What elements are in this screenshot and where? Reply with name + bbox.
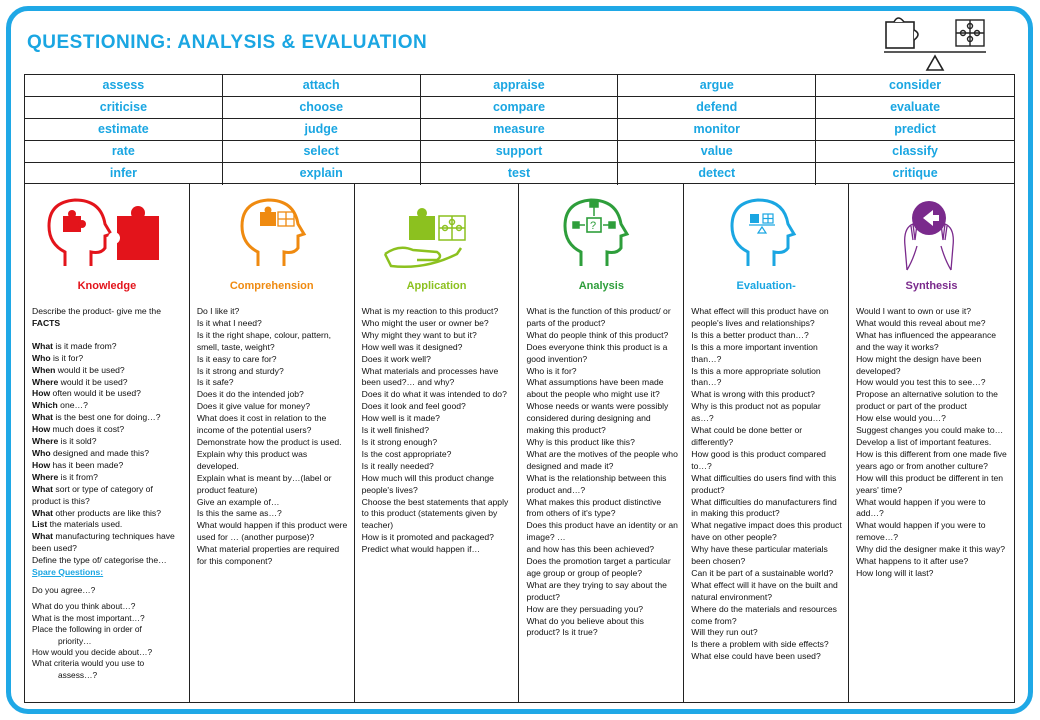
level-analysis <box>519 184 684 702</box>
question-item: What difficulties do users find with this product? <box>691 472 837 495</box>
level-evaluation <box>684 184 849 702</box>
head-puzzle-icon <box>35 194 180 274</box>
head-question-icon <box>529 194 674 274</box>
verb-cell: predict <box>894 122 936 136</box>
question-item: What do people think of this product? <box>526 329 669 340</box>
question-item: What would happen if you were to remove…? <box>856 520 986 543</box>
verb-cell: evaluate <box>890 100 941 114</box>
verb-cell: assess <box>25 75 223 96</box>
question-item: Is it really needed? <box>361 460 434 471</box>
verb-row <box>25 75 1014 97</box>
svg-text:?: ? <box>590 220 597 232</box>
level-title: Synthesis <box>905 280 958 292</box>
question-item: Is it what I need? <box>196 317 262 328</box>
question-item: When would it be used? <box>32 364 125 375</box>
question-item: Is this the same as…? <box>196 508 282 519</box>
question-item: What manufacturing techniques have been used? <box>32 531 175 554</box>
question-item: What would happen if this product were used for … (another purpose)? <box>196 520 348 543</box>
question-item: Would I want to own or use it? <box>856 306 972 316</box>
hands-arrow-icon <box>859 194 1004 274</box>
question-item: Is this a more appropriate solution than…? <box>691 365 821 388</box>
spare-question-item: Place the following in order of <box>32 624 142 635</box>
spare-question-item: Do you agree…? <box>32 584 96 595</box>
question-item: How would you test this to see…? <box>856 377 986 388</box>
question-item: Where do the materials and resources come from? <box>691 603 837 626</box>
question-item: What do you believe about this product? Is it true? <box>526 615 644 638</box>
question-item: What else could have been used? <box>691 651 821 662</box>
levels-grid <box>24 183 1015 703</box>
question-item: How long will it last? <box>856 567 934 578</box>
question-item: List the materials used. <box>32 519 123 530</box>
question-item: Can it be part of a sustainable world? <box>691 567 834 578</box>
question-item: How often would it be used? <box>32 388 141 399</box>
question-item: Why is this product not as popular as…? <box>691 401 821 424</box>
verb-cell: support <box>421 141 619 162</box>
verb-cell: measure <box>421 119 619 140</box>
question-item: How good is this product compared to…? <box>691 448 826 471</box>
verb-row <box>25 97 1014 119</box>
spare-question-item: How would you decide about…? <box>32 646 153 657</box>
question-item: How has it been made? <box>32 459 124 470</box>
head-puzzle-orange-icon <box>200 194 345 274</box>
question-item: Define the type of/ categorise the… <box>32 555 167 566</box>
question-item: How much does it cost? <box>32 424 125 435</box>
question-item: What difficulties do manufacturers find in making this product? <box>691 496 837 519</box>
verb-cell: attach <box>223 75 421 96</box>
verb-cell: argue <box>618 75 816 96</box>
question-list <box>32 306 184 681</box>
question-item: What sort or type of category of product is this? <box>32 483 153 506</box>
question-item: Who is it for? <box>32 352 84 363</box>
question-item: What would happen if you were to add…? <box>856 496 986 519</box>
question-item: How much will this product change people's lives? <box>361 472 494 495</box>
verb-cell: value <box>618 141 816 162</box>
question-item: Demonstrate how the product is used. <box>196 436 342 447</box>
question-item: Where would it be used? <box>32 376 128 387</box>
question-item: Why is this product like this? <box>526 436 635 447</box>
level-title: Evaluation- <box>736 280 796 292</box>
level-knowledge <box>25 184 190 702</box>
question-item: What negative impact does this product have on other people? <box>691 520 842 543</box>
question-item: What is wrong with this product? <box>691 389 815 400</box>
question-item: Who might the user or owner be? <box>361 317 489 328</box>
verb-cell: explain <box>223 163 421 185</box>
level-title: Application <box>406 280 467 292</box>
question-item: What are the motives of the people who designed and made it? <box>526 448 678 471</box>
question-item: What could be done better or differently? <box>691 425 803 447</box>
verb-cell: classify <box>892 144 939 158</box>
question-list <box>691 306 843 663</box>
question-item: Is it the right shape, colour, pattern, smell, taste, weight? <box>196 329 332 352</box>
question-item: Give an example of… <box>196 496 280 507</box>
verb-cell: test <box>421 163 619 185</box>
question-item: Does it look and feel good? <box>361 401 466 412</box>
verb-cell: infer <box>25 163 223 185</box>
spare-question-item: What do you think about…? <box>32 601 136 612</box>
verb-cell: estimate <box>25 119 223 140</box>
question-item: What effect will it have on the built and natural environment? <box>691 579 838 602</box>
question-item: Is it easy to care for? <box>196 353 277 364</box>
question-item: Why have these particular materials been chosen? <box>691 544 828 567</box>
level-application <box>355 184 520 702</box>
question-item: What is the best one for doing…? <box>32 412 161 423</box>
question-item: Does everyone think this product is a good invention? <box>526 341 668 364</box>
question-item: Does the promotion target a particular age group or group of people? <box>526 556 671 578</box>
verb-cell: appraise <box>421 75 619 96</box>
question-item: How well was it designed? <box>361 341 463 352</box>
question-item: Is it safe? <box>196 377 234 388</box>
question-item: Develop a list of important features. <box>856 436 992 447</box>
level-title: Knowledge <box>77 280 137 292</box>
verb-cell: select <box>223 141 421 162</box>
question-item: What is the function of this product/ or parts of the product? <box>526 306 671 328</box>
verb-cell: compare <box>421 97 619 118</box>
question-item: Why did the designer make it this way? <box>856 544 1006 555</box>
question-item: Is the cost appropriate? <box>361 448 452 459</box>
question-item: and how has this been achieved? <box>526 544 655 555</box>
question-item: What is it made from? <box>32 340 117 351</box>
verb-row <box>25 163 1014 185</box>
level-synthesis <box>849 184 1014 702</box>
level-title: Analysis <box>578 280 624 292</box>
scale-puzzle-icon <box>880 14 990 76</box>
question-item: Why might they want to but it? <box>361 329 477 340</box>
question-item: What has influenced the appearance and the way it works? <box>856 329 997 352</box>
question-item: What assumptions have been made about the people who might use it? <box>526 377 664 400</box>
question-list <box>197 306 349 568</box>
question-item: Does this product have an identity or an image? … <box>526 520 678 543</box>
question-list <box>362 306 514 556</box>
question-item: What are they trying to say about the product? <box>526 579 667 602</box>
question-item: How well is it made? <box>361 413 440 424</box>
head-scale-icon <box>694 194 839 274</box>
question-item: How is this different from one made five years ago or from another culture? <box>856 448 1007 471</box>
question-item: What does it cost in relation to the income of the potential users? <box>196 413 327 436</box>
question-item: What is the relationship between this product and…? <box>526 472 667 495</box>
spare-question-item: What is the most important…? <box>32 612 145 623</box>
question-item: Do I like it? <box>196 306 240 316</box>
verb-cell: detect <box>618 163 816 185</box>
question-item: How might the design have been developed? <box>856 353 982 376</box>
question-item: Does it do the intended job? <box>196 389 304 400</box>
question-item: How is it promoted and packaged? <box>361 532 494 543</box>
question-item: How will this product be different in ten years' time? <box>856 472 1004 495</box>
verb-cell: criticise <box>25 97 223 118</box>
question-item: What other products are like this? <box>32 507 161 518</box>
question-item: Is it well finished? <box>361 425 429 436</box>
verb-cell: monitor <box>618 119 816 140</box>
question-item: What makes this product distinctive from others of it's type? <box>526 496 662 519</box>
question-item: Choose the best statements that apply to this product (statements given by teacher) <box>361 496 509 531</box>
verb-cell: choose <box>223 97 421 118</box>
verb-cell: critique <box>892 166 938 180</box>
question-item: Suggest changes you could make to… <box>856 425 1004 436</box>
verb-cell: judge <box>223 119 421 140</box>
level-comprehension <box>190 184 355 702</box>
verb-row <box>25 119 1014 141</box>
question-item: Is it strong and sturdy? <box>196 365 284 376</box>
spare-question-item: assess…? <box>58 669 98 680</box>
hand-puzzle-icon <box>365 194 510 274</box>
question-item: What happens to it after use? <box>856 556 969 567</box>
question-item: How else would you…? <box>856 413 946 424</box>
question-item: Is there a problem with side effects? <box>691 639 829 650</box>
spare-questions-heading: Spare Questions: <box>32 567 104 578</box>
question-item: Explain why this product was developed. <box>196 448 308 471</box>
question-item: Does it give value for money? <box>196 401 311 412</box>
question-item: What material properties are required for this component? <box>196 544 340 567</box>
question-item: Where is it from? <box>32 471 98 482</box>
intro-text: Describe the product- give me the FACTS <box>32 306 161 328</box>
question-item: What would this reveal about me? <box>856 317 986 328</box>
question-item: Is it strong enough? <box>361 436 438 447</box>
question-item: What is my reaction to this product? <box>361 306 499 316</box>
page-title: QUESTIONING: ANALYSIS & EVALUATION <box>27 32 428 53</box>
question-list <box>856 306 1009 580</box>
question-item: What materials and processes have been used?… and why? <box>361 365 499 388</box>
question-item: Who is it for? <box>526 365 577 376</box>
question-item: Does it work well? <box>361 353 431 364</box>
level-title: Comprehension <box>229 280 314 292</box>
question-item: Which one…? <box>32 400 88 411</box>
question-list <box>526 306 678 639</box>
question-item: What effect will this product have on people's lives and relationships? <box>691 306 829 328</box>
question-item: Where is it sold? <box>32 436 97 447</box>
question-item: Predict what would happen if… <box>361 544 481 555</box>
question-item: Propose an alternative solution to the product or part of the product <box>856 389 998 412</box>
question-item: Is this a better product than…? <box>691 329 809 340</box>
spare-question-item: What criteria would you use to <box>32 658 145 669</box>
question-item: Whose needs or wants were possibly considered during designing and making this product? <box>526 401 669 436</box>
verb-cell: consider <box>889 78 942 92</box>
spare-question-item: priority… <box>58 635 92 646</box>
question-item: Will they run out? <box>691 627 758 638</box>
question-item: Who designed and made this? <box>32 447 150 458</box>
question-item: Is this a more important invention than…? <box>691 341 818 364</box>
verb-table <box>24 74 1015 184</box>
verb-row <box>25 141 1014 163</box>
verb-cell: rate <box>25 141 223 162</box>
question-item: How are they persuading you? <box>526 603 644 614</box>
verb-cell: defend <box>618 97 816 118</box>
question-item: Explain what is meant by…(label or product feature) <box>196 472 332 495</box>
question-item: Does it do what it was intended to do? <box>361 389 507 400</box>
